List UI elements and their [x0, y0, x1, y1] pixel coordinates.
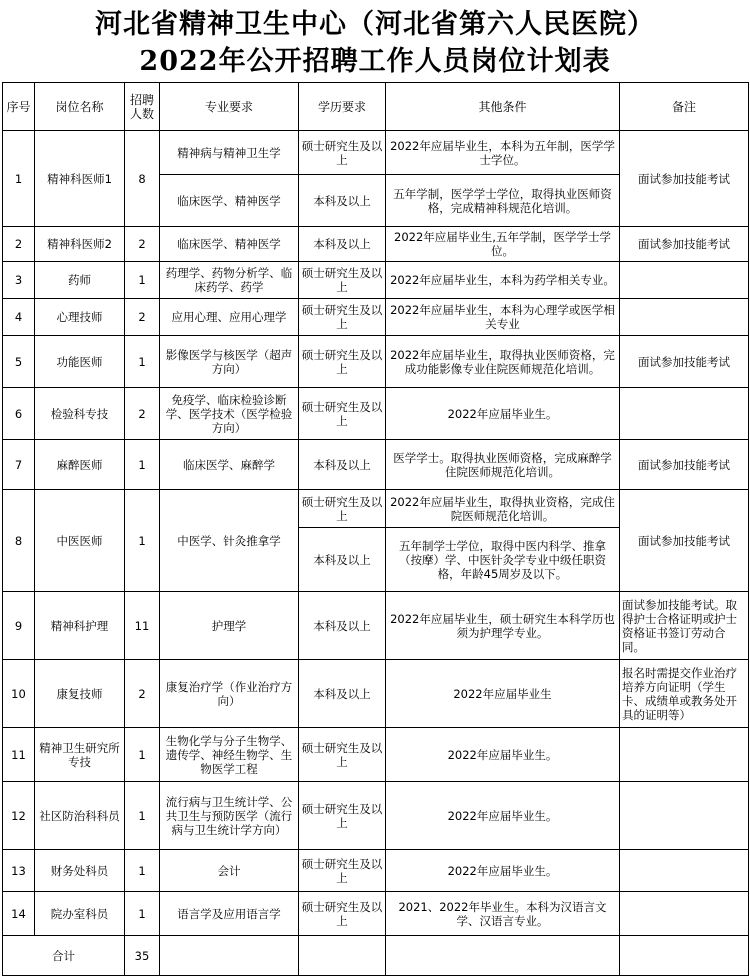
table-row: [3, 660, 749, 728]
condition-cell: 2022年应届毕业生。: [386, 728, 620, 782]
condition-cell: 2022年应届毕业生，取得执业医师资格，完成功能影像专业住院医师规范化培训。: [386, 336, 620, 388]
seq-cell: 7: [3, 440, 35, 490]
note-cell: [620, 782, 749, 850]
edu-cell: 本科及以上: [299, 592, 386, 660]
edu-cell: 硕士研究生及以上: [299, 728, 386, 782]
page-title: [0, 0, 750, 82]
major-cell: 会计: [160, 850, 299, 892]
header-cell: 招聘人数: [125, 83, 160, 131]
note-cell: 面试参加技能考试: [620, 336, 749, 388]
major-cell: 药理学、药物分析学、临床药学、药学: [160, 262, 299, 299]
condition-cell: 医学学士。取得执业医师资格，完成麻醉学住院医师规范化培训。: [386, 440, 620, 490]
edu-cell: 硕士研究生及以上: [299, 299, 386, 336]
major-cell: 临床医学、精神医学: [160, 227, 299, 262]
edu-cell: 本科及以上: [299, 227, 386, 262]
condition-cell: 2022年应届毕业生，取得执业资格，完成住院医师规范化培训。: [386, 490, 620, 528]
major-cell: 中医学、针灸推拿学: [160, 490, 299, 592]
count-cell: 1: [125, 336, 160, 388]
major-cell: 临床医学、精神医学: [160, 175, 299, 227]
edu-cell: 硕士研究生及以上: [299, 388, 386, 440]
count-cell: 2: [125, 227, 160, 262]
count-cell: 1: [125, 262, 160, 299]
table-row: [3, 892, 749, 936]
header-cell: 备注: [620, 83, 749, 131]
header-cell: 学历要求: [299, 83, 386, 131]
table-row: [3, 388, 749, 440]
major-cell: 应用心理、应用心理学: [160, 299, 299, 336]
post-cell: 精神科医师2: [35, 227, 125, 262]
seq-cell: 6: [3, 388, 35, 440]
condition-cell: 2022年应届毕业生,五年学制，医学学士学位。: [386, 227, 620, 262]
major-cell: 影像医学与核医学（超声方向）: [160, 336, 299, 388]
empty-cell: [620, 936, 749, 976]
edu-cell: 本科及以上: [299, 440, 386, 490]
table-row: [3, 440, 749, 490]
major-cell: 免疫学、临床检验诊断学、医学技术（医学检验方向）: [160, 388, 299, 440]
note-cell: 面试参加技能考试。取得护士合格证明或护士资格证书签订劳动合同。: [620, 592, 749, 660]
note-cell: [620, 388, 749, 440]
post-cell: 精神卫生研究所专技: [35, 728, 125, 782]
major-cell: 护理学: [160, 592, 299, 660]
note-cell: [620, 728, 749, 782]
seq-cell: 12: [3, 782, 35, 850]
seq-cell: 4: [3, 299, 35, 336]
header-cell: 其他条件: [386, 83, 620, 131]
count-cell: 11: [125, 592, 160, 660]
condition-cell: 2022年应届毕业生，硕士研究生本科学历也须为护理学专业。: [386, 592, 620, 660]
count-cell: 1: [125, 892, 160, 936]
count-cell: 1: [125, 440, 160, 490]
post-cell: 药师: [35, 262, 125, 299]
table-row: [3, 850, 749, 892]
condition-cell: 2022年应届毕业生，本科为药学相关专业。: [386, 262, 620, 299]
edu-cell: 硕士研究生及以上: [299, 131, 386, 175]
note-cell: 面试参加技能考试: [620, 227, 749, 262]
title-line-2: 2022年公开招聘工作人员岗位计划表: [139, 46, 611, 77]
major-cell: 临床医学、麻醉学: [160, 440, 299, 490]
note-cell: [620, 850, 749, 892]
seq-cell: 5: [3, 336, 35, 388]
major-cell: 语言学及应用语言学: [160, 892, 299, 936]
post-cell: 社区防治科科员: [35, 782, 125, 850]
total-label: 合计: [3, 936, 125, 976]
count-cell: 1: [125, 782, 160, 850]
post-cell: 检验科专技: [35, 388, 125, 440]
post-cell: 精神科医师1: [35, 131, 125, 227]
table-row: [3, 728, 749, 782]
note-cell: [620, 299, 749, 336]
note-cell: 报名时需提交作业治疗培养方向证明（学生卡、成绩单或教务处开具的证明等）: [620, 660, 749, 728]
table-row: [3, 592, 749, 660]
post-cell: 麻醉医师: [35, 440, 125, 490]
count-cell: 2: [125, 660, 160, 728]
condition-cell: 2022年应届毕业生。: [386, 782, 620, 850]
header-cell: 专业要求: [160, 83, 299, 131]
empty-cell: [299, 936, 386, 976]
post-cell: 功能医师: [35, 336, 125, 388]
seq-cell: 14: [3, 892, 35, 936]
condition-cell: 五年制学士学位，取得中医内科学、推拿（按摩）学、中医针灸学专业中级任职资格，年龄45周岁及以下。: [386, 528, 620, 592]
seq-cell: 10: [3, 660, 35, 728]
major-cell: 康复治疗学（作业治疗方向）: [160, 660, 299, 728]
seq-cell: 1: [3, 131, 35, 227]
header-row: [3, 83, 749, 131]
edu-cell: 硕士研究生及以上: [299, 850, 386, 892]
table-row: [3, 299, 749, 336]
count-cell: 1: [125, 490, 160, 592]
empty-cell: [386, 936, 620, 976]
edu-cell: 硕士研究生及以上: [299, 892, 386, 936]
condition-cell: 2022年应届毕业生，本科为五年制，医学学士学位。: [386, 131, 620, 175]
count-cell: 2: [125, 388, 160, 440]
count-cell: 1: [125, 728, 160, 782]
header-cell: 序号: [3, 83, 35, 131]
note-cell: [620, 892, 749, 936]
edu-cell: 本科及以上: [299, 660, 386, 728]
seq-cell: 3: [3, 262, 35, 299]
post-cell: 康复技师: [35, 660, 125, 728]
post-cell: 院办室科员: [35, 892, 125, 936]
condition-cell: 2022年应届毕业生: [386, 660, 620, 728]
post-cell: 精神科护理: [35, 592, 125, 660]
table-row: [3, 262, 749, 299]
count-cell: 8: [125, 131, 160, 227]
count-cell: 2: [125, 299, 160, 336]
total-count: 35: [125, 936, 160, 976]
condition-cell: 2022年应届毕业生。: [386, 850, 620, 892]
seq-cell: 9: [3, 592, 35, 660]
table-row: [3, 227, 749, 262]
edu-cell: 硕士研究生及以上: [299, 262, 386, 299]
header-cell: 岗位名称: [35, 83, 125, 131]
major-cell: 生物化学与分子生物学、遗传学、神经生物学、生物医学工程: [160, 728, 299, 782]
edu-cell: 本科及以上: [299, 175, 386, 227]
seq-cell: 13: [3, 850, 35, 892]
note-cell: 面试参加技能考试: [620, 440, 749, 490]
seq-cell: 8: [3, 490, 35, 592]
major-cell: 流行病与卫生统计学、公共卫生与预防医学（流行病与卫生统计学方向）: [160, 782, 299, 850]
condition-cell: 2021、2022年毕业生。本科为汉语言文学、汉语言专业。: [386, 892, 620, 936]
title-line-1: 河北省精神卫生中心（河北省第六人民医院）: [95, 9, 655, 40]
post-cell: 财务处科员: [35, 850, 125, 892]
post-cell: 中医医师: [35, 490, 125, 592]
edu-cell: 本科及以上: [299, 528, 386, 592]
seq-cell: 11: [3, 728, 35, 782]
note-cell: 面试参加技能考试: [620, 490, 749, 592]
table-row: [3, 131, 749, 175]
recruitment-table: [2, 82, 749, 976]
edu-cell: 硕士研究生及以上: [299, 336, 386, 388]
seq-cell: 2: [3, 227, 35, 262]
edu-cell: 硕士研究生及以上: [299, 490, 386, 528]
table-row: [3, 782, 749, 850]
count-cell: 1: [125, 850, 160, 892]
empty-cell: [160, 936, 299, 976]
condition-cell: 五年学制，医学学士学位，取得执业医师资格，完成精神科规范化培训。: [386, 175, 620, 227]
note-cell: 面试参加技能考试: [620, 131, 749, 227]
edu-cell: 硕士研究生及以上: [299, 782, 386, 850]
post-cell: 心理技师: [35, 299, 125, 336]
table-row: [3, 490, 749, 528]
total-row: [3, 936, 749, 976]
note-cell: [620, 262, 749, 299]
condition-cell: 2022年应届毕业生。: [386, 388, 620, 440]
table-row: [3, 336, 749, 388]
major-cell: 精神病与精神卫生学: [160, 131, 299, 175]
condition-cell: 2022年应届毕业生，本科为心理学或医学相关专业: [386, 299, 620, 336]
